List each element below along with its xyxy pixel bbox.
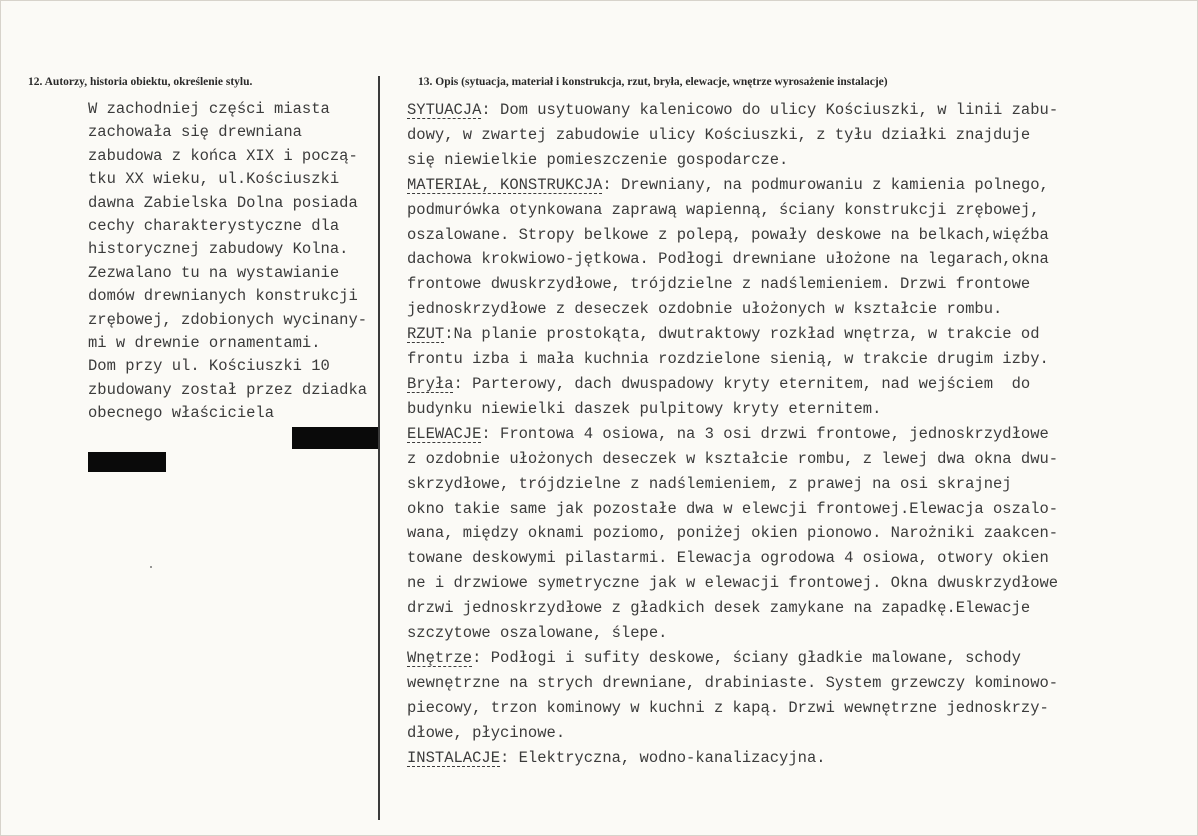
history-line: Dom przy ul. Kościuszki 10 bbox=[88, 357, 330, 376]
redaction-bar bbox=[88, 452, 166, 472]
description-line bbox=[407, 721, 1107, 746]
description-text-run: okno takie same jak pozostałe dwa w elewcji frontowej.Elewacja oszalo- bbox=[407, 499, 1059, 518]
description-text-run: dachowa krokwiowo-jętkowa. Podłogi drewniane ułożone na legarach,okna bbox=[407, 250, 1049, 269]
description-line bbox=[407, 223, 1107, 248]
section-label: SYTUACJA bbox=[407, 101, 482, 119]
description-text-run: : Elektryczna, wodno-kanalizacyjna. bbox=[500, 748, 826, 767]
description-text-run: : Dom usytuowany kalenicowo do ulicy Kościuszki, w linii zabu- bbox=[481, 101, 1059, 119]
history-line: zachowała się drewniana bbox=[88, 123, 302, 142]
redaction-bar bbox=[292, 427, 378, 449]
section-label: INSTALACJE bbox=[407, 748, 501, 767]
description-line bbox=[407, 497, 1107, 522]
description-line bbox=[407, 98, 1107, 123]
description-text-run: towane deskowymi pilastarmi. Elewacja ogrodowa 4 osiowa, otwory okien bbox=[407, 549, 1049, 568]
history-line: zbudowany został przez dziadka bbox=[88, 380, 368, 399]
description-text-run: wana, między oknami poziomo, poniżej okien pionowo. Narożniki zaakcen- bbox=[407, 524, 1059, 543]
description-text-run: szczytowe oszalowane, ślepe. bbox=[407, 624, 668, 643]
description-text-run: budynku niewielki daszek pulpitowy kryty eternitem. bbox=[407, 399, 882, 418]
paper-speck bbox=[150, 566, 152, 568]
history-line: mi w drewnie ornamentami. bbox=[88, 334, 321, 353]
section-label: RZUT bbox=[407, 325, 445, 344]
description-line bbox=[407, 646, 1107, 671]
section-label: MATERIAŁ, KONSTRUKCJA bbox=[407, 175, 603, 194]
section-label: Bryła bbox=[407, 374, 454, 393]
description-text-run: skrzydłowe, trójdzielne z nadślemieniem, z prawej na osi skrajnej bbox=[407, 474, 1012, 493]
description-text-run: : Frontowa 4 osiowa, na 3 osi drzwi frontowe, jednoskrzydłowe bbox=[481, 424, 1049, 443]
description-text-run: dowy, w zwartej zabudowie ulicy Kościuszki, z tyłu działki znajduje bbox=[407, 125, 1031, 144]
description-text-run: jednoskrzydłowe z deseczek ozdobnie ułożonych w kształcie rombu. bbox=[407, 300, 1003, 319]
history-line: domów drewnianych konstrukcji bbox=[88, 287, 358, 306]
section-13-heading: 13. Opis (sytuacja, materiał i konstrukcja, rzut, bryła, elewacje, wnętrze wyrosażenie instalacje) bbox=[418, 76, 888, 88]
description-line bbox=[407, 621, 1107, 646]
description-text-run: piecowy, trzon kominowy w kuchni z kapą. Drzwi wewnętrzne jednoskrzy- bbox=[407, 698, 1049, 717]
description-line bbox=[407, 696, 1107, 721]
description-line bbox=[407, 571, 1107, 596]
description-line bbox=[407, 123, 1107, 148]
description-text-run: frontowe dwuskrzydłowe, trójdzielne z nadślemieniem. Drzwi frontowe bbox=[407, 275, 1031, 294]
section-label: ELEWACJE bbox=[407, 424, 482, 443]
description-line bbox=[407, 447, 1107, 472]
description-line bbox=[407, 198, 1107, 223]
section-12-heading: 12. Autorzy, historia obiektu, określenie stylu. bbox=[28, 76, 253, 88]
description-text-run: się niewielkie pomieszczenie gospodarcze. bbox=[407, 150, 789, 169]
description-text-run: : Parterowy, dach dwuspadowy kryty eternitem, nad wejściem do bbox=[453, 374, 1031, 393]
history-line: tku XX wieku, ul.Kościuszki bbox=[88, 170, 340, 189]
description-line bbox=[407, 372, 1107, 397]
description-text-run: wewnętrzne na strych drewniane, drabiniaste. System grzewczy kominowo- bbox=[407, 673, 1059, 692]
description-line bbox=[407, 148, 1107, 173]
description-text-run: : Drewniany, na podmurowaniu z kamienia polnego, bbox=[602, 175, 1049, 194]
history-line: Zezwalano tu na wystawianie bbox=[88, 263, 340, 282]
description-line bbox=[407, 297, 1107, 322]
history-line: zrębowej, zdobionych wycinany- bbox=[88, 310, 368, 329]
description-text-run: frontu izba i mała kuchnia rozdzielone sienią, w trakcie drugim izby. bbox=[407, 350, 1049, 369]
description-line bbox=[407, 596, 1107, 621]
history-line: W zachodniej części miasta bbox=[88, 100, 330, 118]
description-text bbox=[407, 98, 1107, 770]
description-line bbox=[407, 397, 1107, 422]
history-line: zabudowa z końca XIX i począ- bbox=[88, 146, 358, 165]
history-line: obecnego właściciela bbox=[88, 404, 275, 423]
description-line bbox=[407, 347, 1107, 372]
description-text-run: drzwi jednoskrzydłowe z gładkich desek zamykane na zapadkę.Elewacje bbox=[407, 599, 1031, 618]
description-line bbox=[407, 173, 1107, 198]
history-line: dawna Zabielska Dolna posiada bbox=[88, 193, 358, 212]
history-line: cechy charakterystyczne dla bbox=[88, 217, 340, 236]
description-line bbox=[407, 521, 1107, 546]
description-line bbox=[407, 472, 1107, 497]
description-line bbox=[407, 422, 1107, 447]
description-line bbox=[407, 247, 1107, 272]
description-line bbox=[407, 546, 1107, 571]
description-line bbox=[407, 746, 1107, 771]
description-text-run: podmurówka otynkowana zaprawą wapienną, ściany konstrukcji zrębowej, bbox=[407, 200, 1040, 219]
description-text-run: ne i drzwiowe symetryczne jak w elewacji frontowej. Okna dwuskrzydłowe bbox=[407, 574, 1059, 593]
description-line bbox=[407, 671, 1107, 696]
description-text-run: :Na planie prostokąta, dwutraktowy rozkład wnętrza, w trakcie od bbox=[444, 325, 1040, 344]
description-text-run: : Podłogi i sufity deskowe, ściany gładkie malowane, schody bbox=[472, 648, 1021, 667]
description-text-run: z ozdobnie ułożonych deseczek w kształcie rombu, z lewej dwa okna dwu- bbox=[407, 449, 1059, 468]
history-line: historycznej zabudowy Kolna. bbox=[88, 240, 349, 259]
description-text-run: oszalowane. Stropy belkowe z polepą, powały deskowe na belkach,więźba bbox=[407, 225, 1049, 244]
description-line bbox=[407, 272, 1107, 297]
description-text-run: dłowe, płycinowe. bbox=[407, 723, 566, 742]
section-label: Wnętrze bbox=[407, 648, 473, 667]
history-text bbox=[88, 98, 380, 426]
description-line bbox=[407, 322, 1107, 347]
